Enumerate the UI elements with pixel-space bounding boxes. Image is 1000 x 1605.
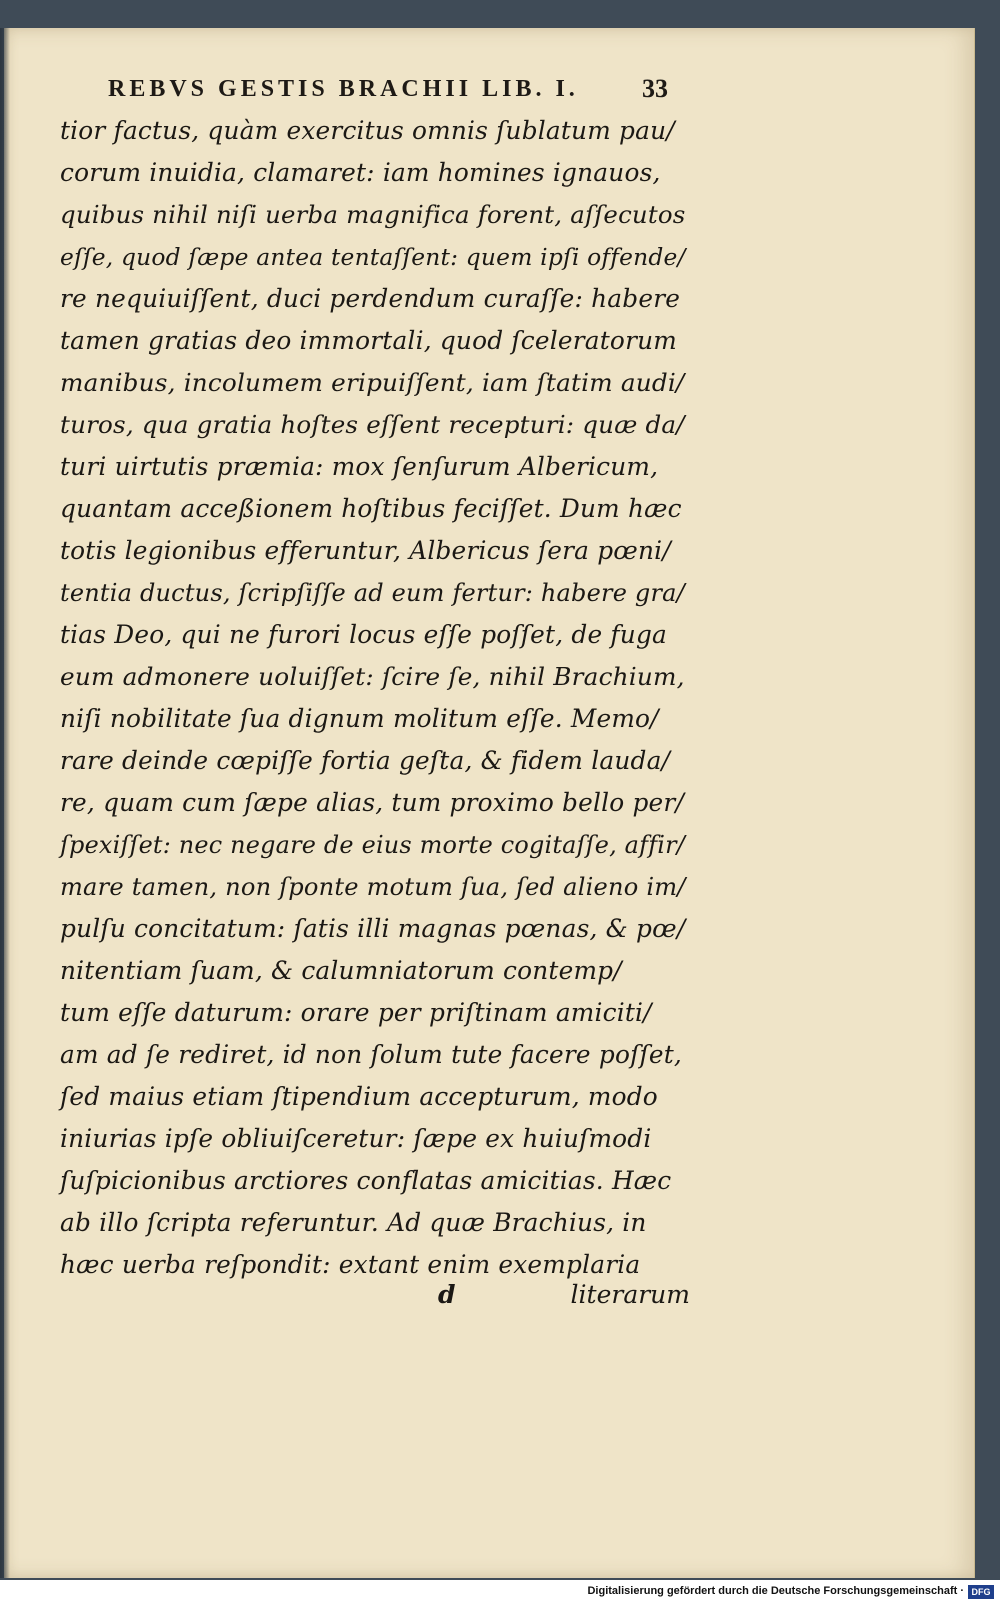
text-line: nitentiam ſuam, & calumniatorum contemp/	[60, 956, 622, 985]
text-line: rare deinde cœpiſſe fortia geſta, & fidem lauda/	[60, 746, 671, 775]
text-line: ſuſpicionibus arctiores conflatas amicitias. Hæc	[60, 1166, 672, 1195]
text-line: re nequiuiſſent, duci perdendum curaſſe: habere	[60, 284, 681, 313]
spine-shadow	[0, 28, 10, 1578]
funding-credit: Digitalisierung gefördert durch die Deutsche Forschungsgemeinschaft ·	[587, 1585, 964, 1597]
text-line: ſpexiſſet: nec negare de eius morte cogitaſſe, affir/	[60, 831, 685, 859]
text-line: iniurias ipſe obliuiſceretur: ſæpe ex huiuſmodi	[60, 1124, 652, 1153]
signature-mark: d	[438, 1280, 456, 1309]
text-line: pulſu concitatum: ſatis illi magnas pœnas, & pœ/	[60, 914, 686, 943]
text-line: niſi nobilitate ſua dignum molitum eſſe. Memo/	[60, 704, 659, 733]
text-line: ab illo ſcripta referuntur. Ad quæ Brachius, in	[60, 1208, 647, 1237]
text-line: tias Deo, qui ne furori locus eſſe poſſet, de fuga	[60, 620, 668, 649]
text-line: eum admonere uoluiſſet: ſcire ſe, nihil Brachium,	[60, 662, 685, 691]
page-number: 33	[642, 74, 668, 103]
text-line: turi uirtutis præmia: mox ſenſurum Albericum,	[60, 452, 659, 481]
text-line: quantam acceßionem hoſtibus feciſſet. Dum hæc	[60, 494, 682, 523]
text-line: totis legionibus efferuntur, Albericus ſera pœni/	[60, 536, 671, 565]
catchword: literarum	[570, 1280, 690, 1309]
text-line: turos, qua gratia hoſtes eſſent recepturi: quæ da/	[60, 410, 685, 439]
text-line: ſed maius etiam ſtipendium accepturum, modo	[60, 1082, 658, 1111]
page-header	[108, 76, 668, 112]
text-line: eſſe, quod ſæpe antea tentaſſent: quem ipſi offende/	[60, 243, 686, 271]
text-line: am ad ſe rediret, id non ſolum tute facere poſſet,	[60, 1040, 682, 1069]
running-head: REBVS GESTIS BRACHII LIB. I.	[108, 76, 579, 102]
footer-bar	[0, 1580, 1000, 1605]
text-line: hæc uerba reſpondit: extant enim exemplaria	[60, 1250, 641, 1279]
text-line: corum inuidia, clamaret: iam homines ignauos,	[60, 158, 661, 187]
text-line: mare tamen, non ſponte motum ſua, ſed alieno im/	[60, 873, 686, 901]
text-line: quibus nihil niſi uerba magnifica forent, aſſecutos	[60, 200, 686, 229]
text-line: tior factus, quàm exercitus omnis ſublatum pau/	[60, 116, 675, 145]
text-line: tentia ductus, ſcripſiſſe ad eum fertur: habere gra/	[60, 579, 685, 607]
text-line: manibus, incolumem eripuiſſent, iam ſtatim audi/	[60, 368, 685, 397]
dfg-logo: DFG	[968, 1585, 994, 1599]
text-line: tamen gratias deo immortali, quod ſceleratorum	[60, 326, 678, 355]
signature-line	[60, 1280, 690, 1322]
body-text	[60, 110, 690, 1286]
text-line: re, quam cum ſæpe alias, tum proximo bello per/	[60, 788, 685, 817]
text-line: tum eſſe daturum: orare per priſtinam amiciti/	[60, 998, 652, 1027]
